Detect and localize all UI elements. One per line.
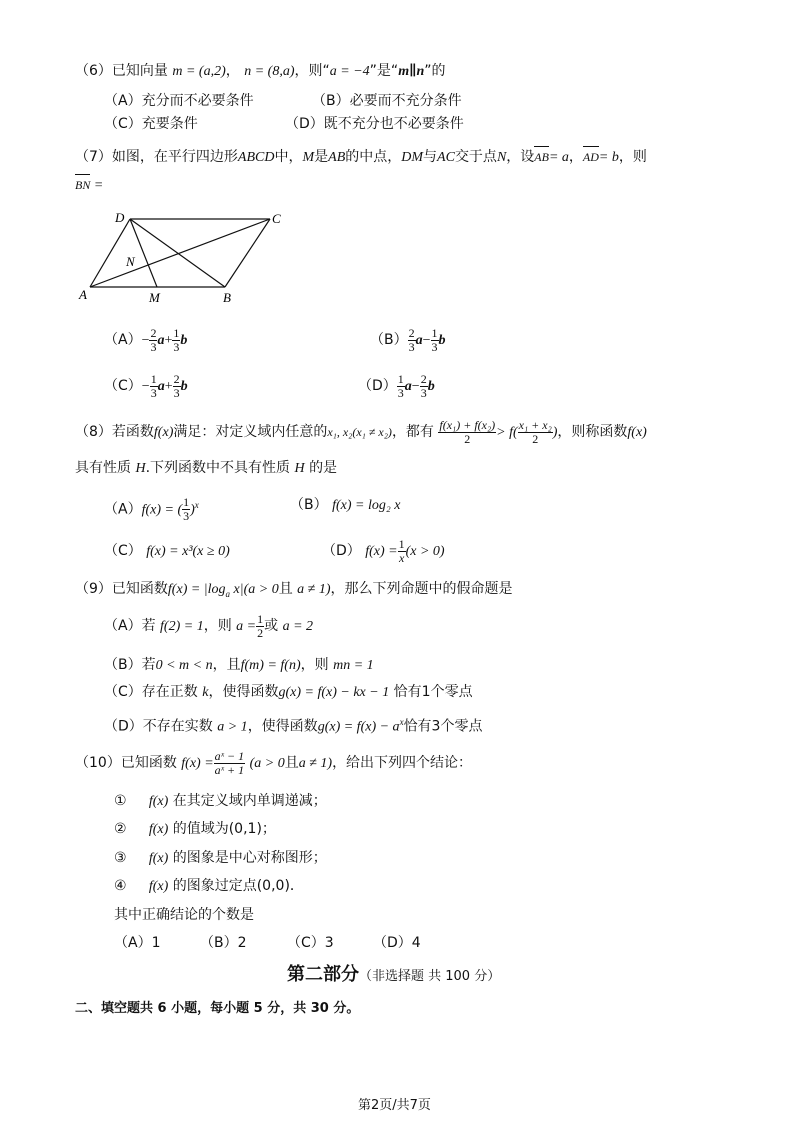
q9-stem: （9）已知函数$f(x) = |\log_a$ x|(a > 0且 a ≠ 1)，那么下列命题中的假命题是 (75, 581, 513, 599)
q10-option-a: （A）1 (114, 935, 161, 951)
q8-option-c: （C） f(x) = x³(x ≥ 0) (104, 543, 230, 559)
q6-option-b: （B）必要而不充分条件 (312, 93, 462, 109)
q7-option-b: （B） $\frac{2}{3}$ a− $\frac{1}{3}$ b (370, 325, 446, 354)
q10-option-c: （C）3 (287, 935, 334, 951)
label-m: M (149, 290, 160, 305)
side-bc (225, 219, 270, 287)
q8-option-d: （D） f(x) = $\frac{1}{x}$ (x > 0) (322, 536, 445, 565)
side-da (90, 219, 130, 287)
q10-item-2: ② f(x) 的值域为(0,1)； (114, 821, 276, 837)
q10-ask: 其中正确结论的个数是 (114, 907, 254, 923)
q6-stem: （6）已知向量 m = (a,2)， n = (8,a)，则“a = −4”是“m∥n”的 (75, 63, 446, 79)
q10-item-3: ③ f(x) 的图象是中心对称图形； (114, 850, 327, 866)
q6-option-c: （C）充要条件 (104, 116, 198, 132)
q9-option-b: （B）若0 < m < n，且f(m) = f(n)，则 mn = 1 (104, 657, 374, 673)
diagonal-ac (90, 219, 270, 287)
q8-stem: （8）若函数f(x)满足：对定义域内任意的x₁, x₂(x₁ ≠ x₂)，都有 $\frac{\text{f(x₁) + f(x₂)}}{2}$ > f( $\frac{\text{x₁ + x₂}}{2}$ )，则称函数f(x) (75, 417, 647, 446)
label-b: B (223, 290, 231, 305)
q10-option-d: （D）4 (373, 935, 421, 951)
label-c: C (272, 211, 281, 226)
q9-option-c: （C）存在正数 k，使得函数g(x) = f(x) − kx − 1 恰有1个零点 (104, 684, 473, 700)
q10-item-1: ① f(x) 在其定义域内单调递减； (114, 793, 327, 809)
q10-option-b: （B）2 (200, 935, 247, 951)
q6-option-d: （D）既不充分也不必要条件 (285, 116, 464, 132)
q10-item-4: ④ f(x) 的图象过定点(0,0)． (114, 878, 304, 894)
q7-option-d: （D） $\frac{1}{3}$ a− $\frac{2}{3}$ b (358, 371, 435, 400)
q9-option-d: （D）不存在实数 a > 1，使得函数$g(x) = f(x) - a^x$恰有3个零点 (104, 717, 483, 735)
label-a: A (79, 287, 87, 302)
q8-option-a: （A）f(x) = ( $\frac{1}{3}$ )$^x$ (104, 495, 199, 524)
q7-option-a: （A）− $\frac{2}{3}$ a+ $\frac{1}{3}$ b (104, 325, 188, 354)
q6-option-a: （A）充分而不必要条件 (104, 93, 254, 109)
q8-stem-line2: 具有性质 H.下列函数中不具有性质 H 的是 (75, 460, 338, 476)
part2-heading: 第二部分（非选择题 共 100 分） (287, 964, 501, 985)
section2-heading: 二、填空题共 6 小题，每小题 5 分，共 30 分。 (75, 1001, 360, 1016)
label-n: N (126, 254, 135, 269)
q10-stem: （10）已知函数 f(x) = $\frac{\text{aˣ − 1}}{\text{aˣ + 1}}$ (a > 0且a ≠ 1)，给出下列四个结论： (75, 748, 473, 777)
page-footer: 第2页/共7页 (358, 1098, 431, 1113)
q8-option-b: （B） f(x) = log₂ x (290, 497, 401, 513)
q7-stem-line2: BN = (75, 178, 103, 193)
q7-stem: （7）如图，在平行四边形ABCD中，M是AB的中点，DM与AC交于点N，设AB= a，AD= b，则 (75, 149, 647, 165)
label-d: D (115, 210, 125, 225)
segment-db (130, 219, 225, 287)
parallelogram-figure (75, 205, 305, 310)
q9-option-a: （A）若 f(2) = 1，则 a = $\frac{1}{2}$ 或 a = 2 (104, 611, 314, 640)
q7-option-c: （C）− $\frac{1}{3}$ a+ $\frac{2}{3}$ b (104, 371, 188, 400)
